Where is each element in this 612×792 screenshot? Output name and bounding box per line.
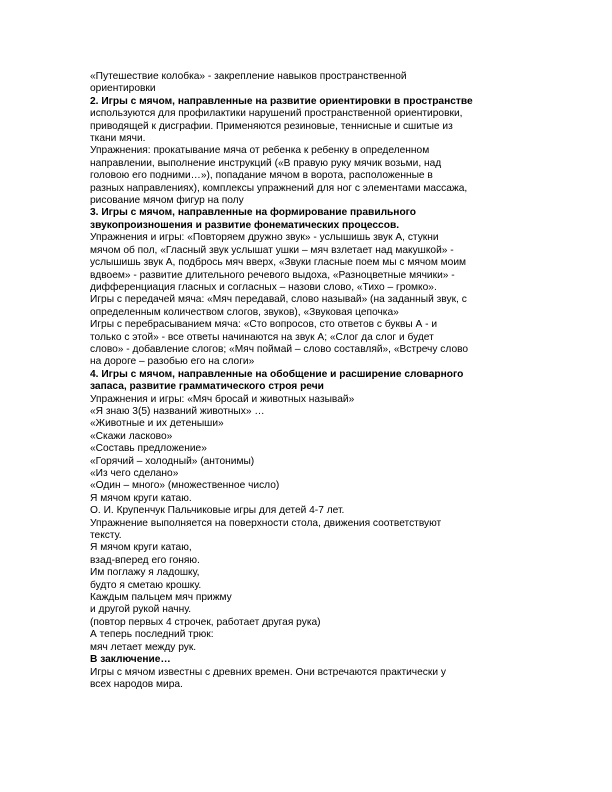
- text-line: на дороге – разобью его на слоги»: [90, 356, 255, 368]
- text-line: будто я сметаю крошку.: [90, 579, 202, 591]
- text-line: «Путешествие колобка» - закрепление навыков пространственной: [90, 71, 407, 82]
- text-line: «Составь предложение»: [90, 443, 207, 455]
- text-line: ткани мячи.: [90, 133, 146, 145]
- text-line: (повтор первых 4 строчек, работает другая рука): [90, 616, 321, 628]
- text-line: «Из чего сделано»: [90, 468, 179, 479]
- text-line: мячом об пол, «Гласный звук услышат ушки – мяч взлетает над макушкой» -: [90, 244, 454, 256]
- text-line: и другой рукой начну.: [90, 604, 192, 616]
- section-heading-line: 4. Игры с мячом, направленные на обобщение и расширение словарного: [90, 368, 464, 380]
- text-line: Им поглажу я ладошку,: [90, 567, 200, 579]
- text-line: Я мячом круги катаю,: [90, 542, 192, 554]
- text-line: А теперь последний трюк:: [90, 629, 214, 641]
- text-line: мяч летает между рук.: [90, 641, 197, 653]
- text-line: Упражнения и игры: «Мяч бросай и животных называй»: [90, 393, 355, 405]
- section-heading-line: звукопроизношения и развитие фонематических процессов.: [90, 219, 400, 231]
- section-heading-line: В заключение…: [90, 654, 171, 666]
- text-line: разных направлениях), комплексы упражнений для ног с элементами массажа,: [90, 182, 468, 194]
- document-page: [90, 71, 530, 691]
- text-line: Упражнения: прокатывание мяча от ребенка к ребенку в определенном: [90, 145, 430, 157]
- section-heading-line: 2. Игры с мячом, направленные на развитие ориентировки в пространстве: [90, 95, 473, 107]
- text-line: Игры с мячом известны с древних времен. Они встречаются практически у: [90, 666, 446, 678]
- text-line: приводящей к дисграфии. Применяются резиновые, теннисные и сшитые из: [90, 120, 453, 132]
- text-line: «Скажи ласково»: [90, 430, 173, 442]
- text-line: головою его подними…»), попадание мячом в ворота, расположенные в: [90, 170, 433, 182]
- text-line: Упражнение выполняется на поверхности стола, движения соответствуют: [90, 517, 442, 529]
- text-line: определенным количеством слогов, звуков), «Звуковая цепочка»: [90, 306, 399, 318]
- text-line: Игры с передачей мяча: «Мяч передавай, слово называй» (на заданный звук, с: [90, 294, 467, 306]
- text-line: слово» - добавление слогов; «Мяч поймай – слово составляй», «Встречу слово: [90, 343, 469, 355]
- text-line: ориентировки: [90, 83, 156, 95]
- section-heading-line: 3. Игры с мячом, направленные на формирование правильного: [90, 207, 417, 219]
- text-line: Каждым пальцем мяч прижму: [90, 592, 232, 604]
- text-line: Я мячом круги катаю.: [90, 492, 192, 504]
- text-line: «Животные и их детеныши»: [90, 418, 224, 430]
- text-line: вдвоем» - развитие длительного речевого выдоха, «Разноцветные мячики» -: [90, 269, 455, 281]
- text-line: О. И. Крупенчук Пальчиковые игры для детей 4-7 лет.: [90, 505, 345, 517]
- text-line: взад-вперед его гоняю.: [90, 554, 200, 566]
- text-line: рисование мячом фигур на полу: [90, 195, 244, 207]
- text-line: услышишь звук А, подбрось мяч вверх, «Звуки гласные поем мы с мячом моим: [90, 257, 467, 269]
- text-line: «Горячий – холодный» (антонимы): [90, 455, 255, 467]
- text-line: дифференциация гласных и согласных – назови слово, «Тихо – громко».: [90, 281, 437, 293]
- text-line: направлении, выполнение инструкций («В правую руку мячик возьми, над: [90, 157, 442, 169]
- text-line: «Один – много» (множественное число): [90, 480, 280, 492]
- text-line: используются для профилактики нарушений пространственной ориентировки,: [90, 108, 463, 120]
- text-line: Игры с перебрасыванием мяча: «Сто вопросов, сто ответов с буквы А - и: [90, 319, 438, 331]
- text-line: «Я знаю 3(5) названий животных» …: [90, 405, 265, 417]
- text-line: Упражнения и игры: «Повторяем дружно звук» - услышишь звук А, стукни: [90, 232, 439, 244]
- text-line: только с этой» - все ответы начинаются на звук А; «Слог да слог и будет: [90, 331, 434, 343]
- section-heading-line: запаса, развитие грамматического строя речи: [90, 381, 324, 393]
- text-line: тексту.: [90, 530, 122, 542]
- text-line: всех народов мира.: [90, 678, 183, 690]
